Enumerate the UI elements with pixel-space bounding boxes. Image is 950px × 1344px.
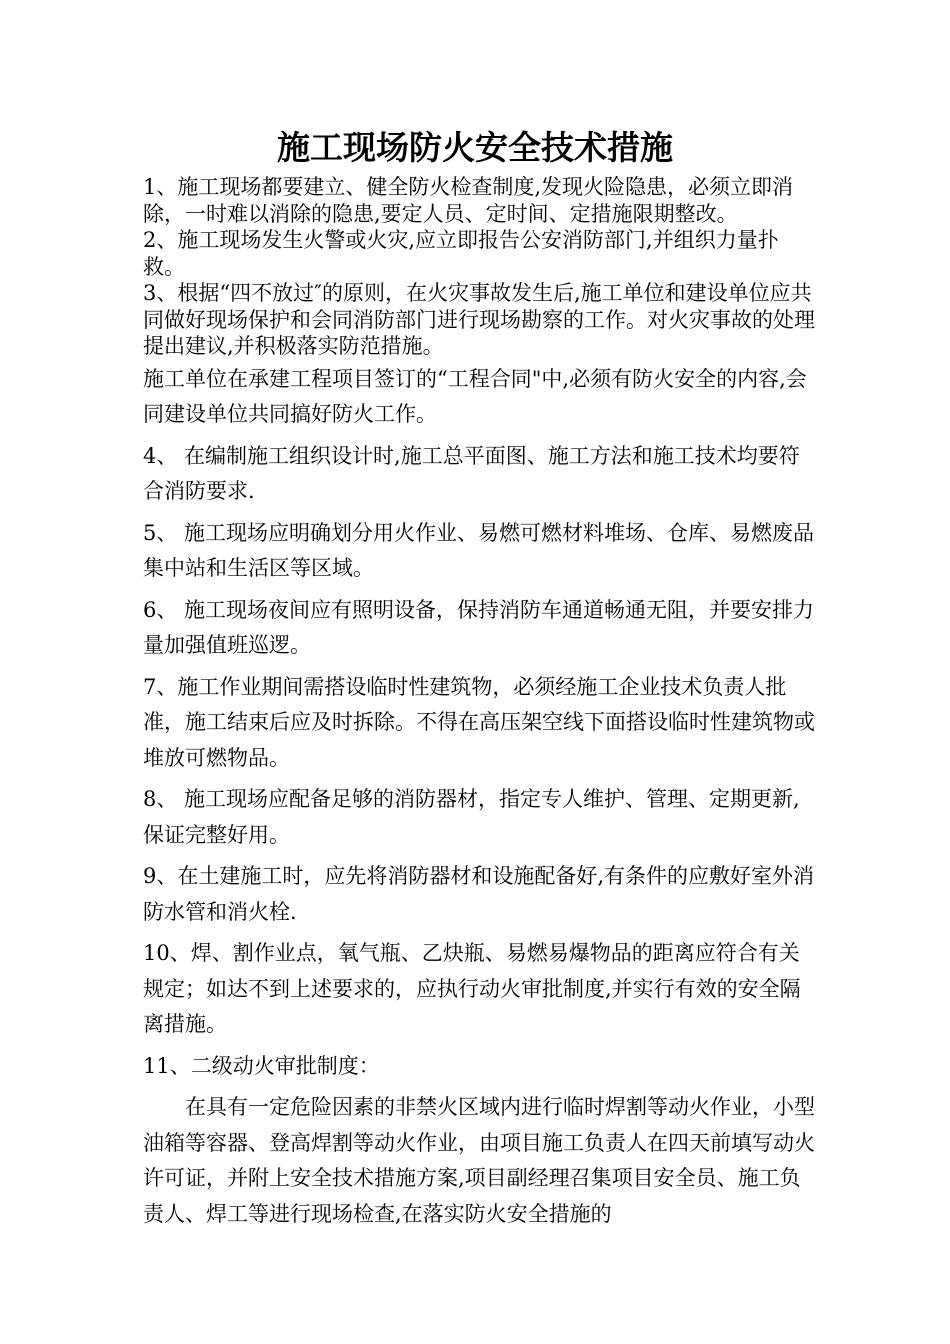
paragraph-11: 11、二级动火审批制度： — [143, 1053, 380, 1078]
paragraph-6: 6、 施工现场夜间应有照明设备，保持消防车通道畅通无阻，并要安排力量加强值班巡逻。 — [143, 597, 815, 657]
paragraph-2: 2、施工现场发生火警或火灾,应立即报告公安消防部门,并组织力量扑救。 — [143, 228, 779, 279]
paragraph-11-detail: 在具有一定危险因素的非禁火区域内进行临时焊割等动火作业，小型油箱等容器、登高焊割等动火作业，由项目施工负责人在四天前填写动火许可证，并附上安全技术措施方案,项目副经理召集项目安全员、施工负责人、焊工等进行现场检查,在落实防火安全措施的 — [143, 1095, 815, 1226]
paragraph-8: 8、 施工现场应配备足够的消防器材，指定专人维护、管理、定期更新,保证完整好用。 — [143, 787, 800, 847]
paragraph-3: 3、根据“四不放过″的原则，在火灾事故发生后,施工单位和建设单位应共同做好现场保护和会同消防部门进行现场勘察的工作。对火灾事故的处理提出建议,并积极落实防范措施。 — [143, 281, 815, 358]
paragraph-contract: 施工单位在承建工程项目签订的“工程合同"中,必须有防火安全的内容,会同建设单位共同搞好防火工作。 — [143, 366, 807, 426]
paragraph-1: 1、施工现场都要建立、健全防火检查制度,发现火险隐患，必须立即消除，一时难以消除的隐患,要定人员、定时间、定措施限期整改。 — [143, 175, 794, 226]
paragraph-5: 5、 施工现场应明确划分用火作业、易燃可燃材料堆场、仓库、易燃废品集中站和生活区等区域。 — [143, 520, 815, 580]
paragraph-7: 7、施工作业期间需搭设临时性建筑物，必须经施工企业技术负责人批准，施工结束后应及时拆除。不得在高压架空线下面搭设临时性建筑物或堆放可燃物品。 — [143, 674, 815, 770]
paragraph-10: 10、焊、割作业点，氧气瓶、乙炔瓶、易燃易爆物品的距离应符合有关规定；如达不到上述要求的，应执行动火审批制度,并实行有效的安全隔离措施。 — [143, 941, 801, 1036]
paragraph-4: 4、 在编制施工组织设计时,施工总平面图、施工方法和施工技术均要符合消防要求. — [143, 443, 800, 503]
document-title: 施工现场防火安全技术措施 — [277, 128, 673, 167]
tight-section — [143, 174, 815, 360]
document-body — [143, 174, 815, 1238]
paragraph-9: 9、在土建施工时，应先将消防器材和设施配备好,有条件的应敷好室外消防水管和消火栓. — [143, 864, 815, 924]
loose-section — [143, 362, 815, 1233]
